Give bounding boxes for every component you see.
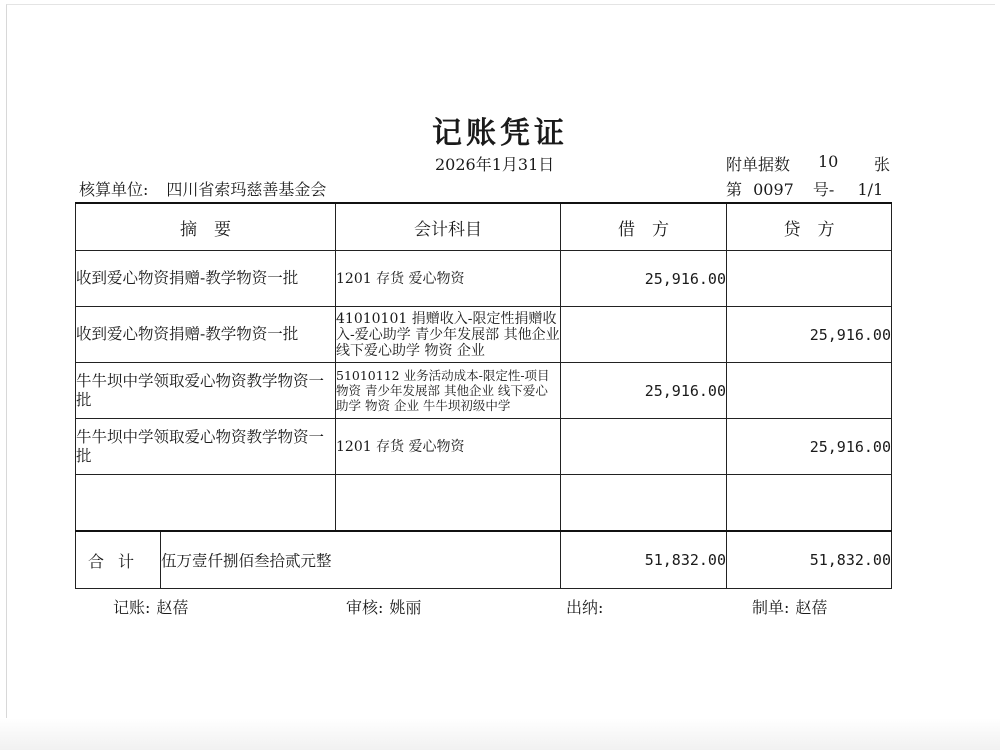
voucher-number-suffix: 号-	[812, 180, 835, 199]
attachment-unit: 张	[874, 155, 891, 174]
row-summary: 牛牛坝中学领取爱心物资教学物资一批	[76, 419, 336, 475]
voucher-title: 记账凭证	[432, 116, 568, 151]
header-summary: 摘 要	[76, 203, 336, 251]
table-row-empty	[76, 475, 892, 532]
row-account	[336, 475, 561, 532]
attachment-label: 附单据数	[726, 155, 791, 174]
footer-preparer	[752, 595, 827, 618]
bookkeeper-label: 记账:	[113, 598, 151, 617]
row-account: 51010112 业务活动成本-限定性-项目物资 青少年发展部 其他企业 线下爱心助学 物资 企业 牛牛坝初级中学	[336, 363, 561, 419]
voucher-table	[75, 202, 892, 589]
total-label: 合计	[76, 531, 161, 589]
footer-cashier	[566, 595, 609, 618]
table-row	[76, 251, 892, 307]
voucher-number-prefix: 第	[726, 180, 743, 199]
voucher-number	[726, 177, 883, 200]
bookkeeper-name: 赵蓓	[156, 598, 189, 617]
row-credit	[727, 363, 892, 419]
preparer-label: 制单:	[752, 598, 790, 617]
table-header-row	[76, 203, 892, 251]
row-summary	[76, 475, 336, 532]
row-summary: 收到爱心物资捐赠-教学物资一批	[76, 307, 336, 363]
row-debit	[561, 475, 727, 532]
reviewer-name: 姚丽	[389, 598, 422, 617]
row-credit	[727, 251, 892, 307]
footer-bookkeeper	[113, 595, 188, 618]
row-debit	[561, 419, 727, 475]
voucher-page: 1/1	[857, 180, 884, 199]
row-credit	[727, 475, 892, 532]
row-credit: 25,916.00	[727, 307, 892, 363]
row-debit: 25,916.00	[561, 363, 727, 419]
total-debit: 51,832.00	[561, 531, 727, 589]
footer-reviewer	[346, 595, 421, 618]
voucher-number-value: 0097	[753, 180, 794, 199]
header-credit: 贷 方	[727, 203, 892, 251]
header-account: 会计科目	[336, 203, 561, 251]
row-debit	[561, 307, 727, 363]
accounting-unit	[79, 177, 326, 200]
accounting-unit-label: 核算单位:	[79, 180, 149, 199]
accounting-unit-value: 四川省索玛慈善基金会	[166, 180, 327, 199]
table-row	[76, 419, 892, 475]
row-account: 41010101 捐赠收入-限定性捐赠收入-爱心助学 青少年发展部 其他企业 线下爱心助学 物资 企业	[336, 307, 561, 363]
table-row	[76, 307, 892, 363]
row-account: 1201 存货 爱心物资	[336, 251, 561, 307]
total-credit: 51,832.00	[727, 531, 892, 589]
scan-bottom-shade	[0, 718, 1000, 750]
total-amount-in-words: 伍万壹仟捌佰叁拾贰元整	[161, 531, 561, 589]
table-row	[76, 363, 892, 419]
attachment-number: 10	[818, 152, 839, 171]
row-summary: 收到爱心物资捐赠-教学物资一批	[76, 251, 336, 307]
preparer-name: 赵蓓	[795, 598, 828, 617]
total-row	[76, 531, 892, 589]
row-debit: 25,916.00	[561, 251, 727, 307]
attachment-count	[726, 152, 891, 175]
cashier-label: 出纳:	[566, 598, 604, 617]
voucher-date: 2026年1月31日	[435, 155, 555, 174]
reviewer-label: 审核:	[346, 598, 384, 617]
header-debit: 借 方	[561, 203, 727, 251]
row-credit: 25,916.00	[727, 419, 892, 475]
row-summary: 牛牛坝中学领取爱心物资教学物资一批	[76, 363, 336, 419]
row-account: 1201 存货 爱心物资	[336, 419, 561, 475]
